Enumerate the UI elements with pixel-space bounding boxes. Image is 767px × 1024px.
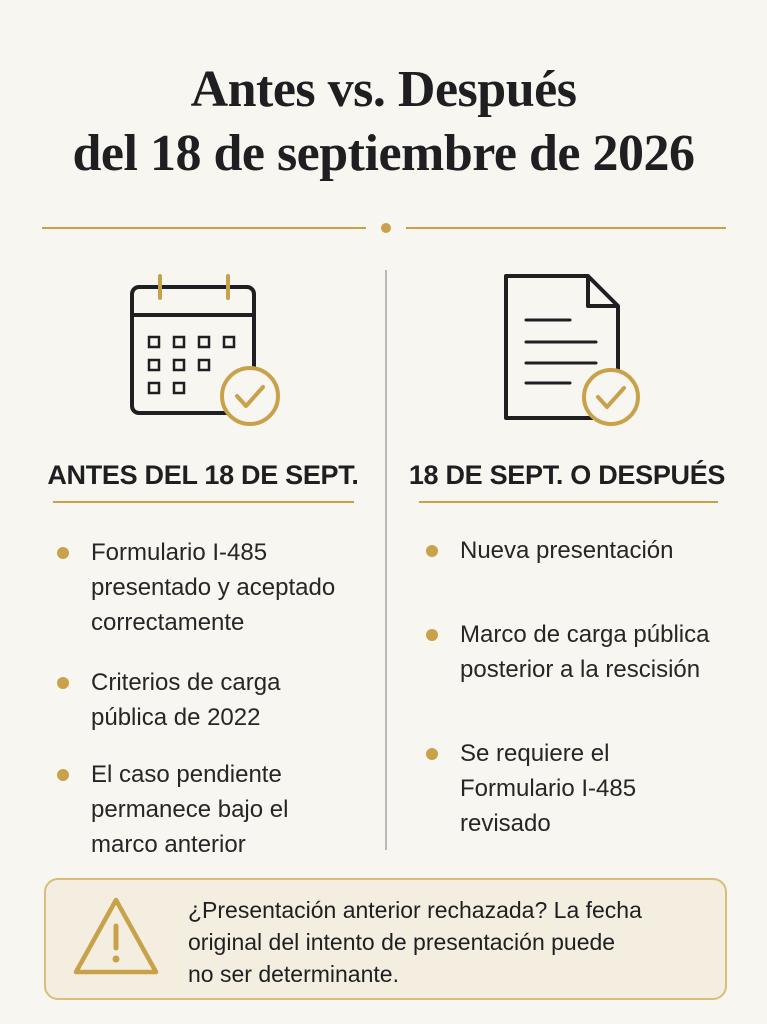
before-bullet-2: Criterios de carga pública de 2022 — [91, 665, 280, 735]
title-divider-left — [42, 227, 366, 229]
after-bullet-1: Nueva presentación — [460, 533, 673, 568]
bullet-dot — [426, 629, 438, 641]
before-column-heading: ANTES DEL 18 DE SEPT. — [47, 460, 359, 490]
document-check-icon — [500, 270, 660, 430]
title-line-1: Antes vs. Después — [190, 61, 577, 118]
calendar-check-icon — [124, 270, 284, 430]
page-title — [0, 58, 767, 186]
before-bullet-3: El caso pendiente permanece bajo el marco anterior — [91, 757, 288, 862]
title-line-2: del 18 de septiembre de 2026 — [72, 125, 695, 182]
bullet-dot — [57, 677, 69, 689]
before-heading-rule — [53, 501, 354, 503]
warning-icon — [70, 894, 162, 980]
before-bullet-1: Formulario I-485 presentado y aceptado correctamente — [91, 535, 335, 640]
bullet-dot — [426, 545, 438, 557]
warning-callout — [44, 878, 727, 1000]
after-column-heading: 18 DE SEPT. O DESPUÉS — [408, 460, 726, 490]
bullet-dot — [426, 748, 438, 760]
after-bullet-3: Se requiere el Formulario I-485 revisado — [460, 736, 636, 841]
column-separator — [385, 270, 387, 850]
bullet-dot — [57, 547, 69, 559]
warning-callout-text: ¿Presentación anterior rechazada? La fecha original del intento de presentación puede no ser determinante. — [188, 897, 642, 987]
title-divider-right — [406, 227, 726, 229]
after-heading-rule — [419, 501, 718, 503]
bullet-dot — [57, 769, 69, 781]
title-divider-dot — [381, 223, 391, 233]
after-bullet-2: Marco de carga pública posterior a la rescisión — [460, 617, 709, 687]
